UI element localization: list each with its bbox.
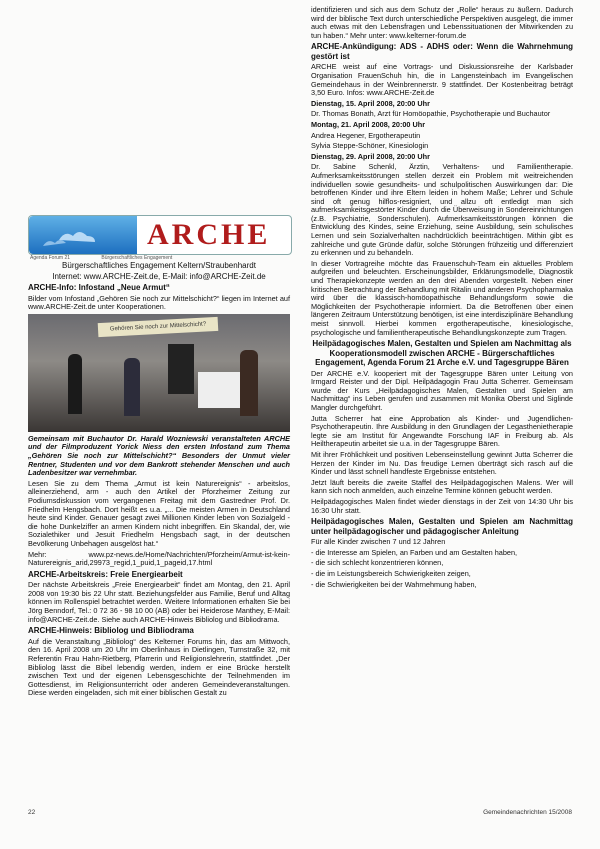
issue-label: Gemeindenachrichten 15/2008 xyxy=(483,809,572,816)
text-termine: Heilpädagogisches Malen findet wieder dienstags in der Zeit von 14:30 Uhr bis 16:30 Uhr statt. xyxy=(311,497,573,515)
list-intro: Für alle Kinder zwischen 7 und 12 Jahren xyxy=(311,537,446,547)
date-3: Dienstag, 29. April 2008, 20:00 Uhr xyxy=(311,151,430,161)
cloud-icon xyxy=(29,216,137,254)
text-kooperation: Der ARCHE e.V. kooperiert mit der Tagesgruppe Bären unter Leitung von Irmgard Reister und der Dipl. Heilpädagogin Frau Jutta Scherrer. Gemeinsam wurde der Kurs „Heilpädagogisches Malen, Gestalten und Spielen am Nachmittag“ ins Leben gerufen und zusammen mit Monika Oberst und Siglinde Mangler durchgeführt. xyxy=(311,368,573,413)
heading-bibliolog: ARCHE-Hinweis: Bibliolog und Bibliodrama xyxy=(28,626,194,636)
photo-caption: Gemeinsam mit Buchautor Dr. Harald Wozniewski veranstalteten ARCHE und der Filmproduzent Yorick Niess den ersten Infostand zum Thema „Gehören Sie noch zur Mittelschicht?“ Besonders der Unmut vieler Rentner, Studenten und vor dem Bankrott stehender Menschen und auch Ladenbesitzer war vernehmbar. xyxy=(28,433,290,478)
org-line: Bürgerschaftliches Engagement Keltern/Straubenhardt xyxy=(62,261,256,270)
photo-banner: Gehören Sie noch zur Mittelschicht? xyxy=(98,317,219,337)
text-ads-body: Dr. Sabine Schenkl, Ärztin, Verhaltens- und Familientherapie. Aufmerksamkeitsstörungen stellen derzeit ein Problem mit weitreichenden individuellen sowie gesundheits- und schulpolitischen Auswirkungen dar: Die betroffenen Kinder und ihre Eltern leiden in hohem Maße; Lehrer und Schule sind oft genug hilflos-resigniert, und allzu oft entledigt man sich aufmerksamkeitsgestörter Kinder durch die Überweisung in Sondereinrichtungen (z.B. Psychiatrie, Sonderschulen). Aufmerksamkeitsstörungen können die Entwicklung des Kindes, seine Erziehung, seine Ausbildung, sein schulisches Lernen und sein Sozialverhalten nachdrücklich beeinträchtigen. Mithin gibt es zahlreiche und gute Gründe dafür, solche Störungen frühzeitig und differenziert zu erkennen und zu behandeln. xyxy=(311,162,573,258)
arche-logo xyxy=(28,215,292,255)
logo-wordmark: ARCHE xyxy=(147,218,271,251)
right-column xyxy=(311,6,573,591)
text-infostand: Bilder vom Infostand „Gehören Sie noch zur Mittelschicht?“ liegen im Internet auf www.ARCHE-Zeit.de unter Kooperationen. xyxy=(28,293,290,312)
text-bibliolog: Auf die Veranstaltung „Bibliolog“ des Kelterner Forums hin, das am Mittwoch, den 16. April 2008 um 20 Uhr im Oberlinhaus in Dietlingen, Turnstraße 32, mit Referentin Frau Hahn-Rietberg, Pfarrerin und Religionslehrerin, stattfindet. „Der Bibliolog lässt die Bibel lebendig werden, indem er eine Brücke herstellt zwischen Text und der eigenen Lebensgeschichte der Teilnehmenden im Gottesdienst, im Religionsunterricht oder anderen Gemeindeveranstaltungen. Diese werden eingeladen, sich mit einer biblischen Gestalt zu xyxy=(28,636,290,698)
list-item: - die Schwierigkeiten bei der Wahrnehmung haben, xyxy=(311,579,477,589)
text-scherrer: Jutta Scherrer hat eine Approbation als Kinder- und Jugendlichen-Psychotherapeutin. Ihre Ausbildung in den Grundlagen der Legasthenietherapie legte sie am Institut für Angewandte Forschung IAF in Freiburg ab. Als Heiltherapeutin arbeitet sie u.a. in der Tagesgruppe Bären. xyxy=(311,413,573,449)
date-1-speaker: Dr. Thomas Bonath, Arzt für Homöopathie, Psychotherapie und Buchautor xyxy=(311,109,551,119)
text-staffel: Jetzt läuft bereits die zweite Staffel des Heilpädagogischen Malens. Wer will kann sich noch anmelden, auch einzelne Termine können gebucht werden. xyxy=(311,477,573,496)
heading-malen: Heilpädagogisches Malen, Gestalten und Spielen am Nachmittag unter heilpädagogischer und pädagogischer Anleitung xyxy=(311,517,573,536)
logo-sub-left: Agenda Forum 21 xyxy=(30,255,71,261)
date-1: Dienstag, 15. April 2008, 20:00 Uhr xyxy=(311,98,430,108)
text-vortragreihe: In dieser Vortragreihe möchte das Frauenschuh-Team ein aktuelles Problem aufgreifen und beleuchten. Erscheinungsbilder, Erklärungsmodelle, Diagnostik und Therapiekonzepte werden an den drei Abenden vorgestellt. Neben einer kritischen Betrachtung der Behandlung mit Ritalin und anderen Psychopharmaka wird über die klassisch-homöopathische Behandlungsform sowie die Möglichkeiten der Psychotherapie informiert. Da die Betroffenen über einen längeren Zeitraum Unterstützung benötigen, ist eine interdisziplinäre Behandlung meist sinnvoll. Hierbei kommen ergotherapeutische, kinesiologische, psychologische und familientherapeutische Behandlungskonzepte zum Tragen. xyxy=(311,258,573,337)
link-pz-news[interactable]: Mehr: www.pz-news.de/Home/Nachrichten/Pforzheim/Armut-ist-kein-Naturereignis_arid,29973_regid,1_puid,1_pageid,17.html xyxy=(28,549,290,568)
heading-infostand: ARCHE-Info: Infostand „Neue Armut“ xyxy=(28,283,170,293)
text-froehlichkeit: Mit ihrer Fröhlichkeit und positiven Lebenseinstellung gewinnt Jutta Scherrer die Herzen der Kinder im Nu. Das freudige Lernen überträgt sich rasch auf die Kinder und lässt schnell handfeste Ergebnisse entstehen. xyxy=(311,450,573,477)
date-2: Montag, 21. April 2008, 20:00 Uhr xyxy=(311,119,426,129)
list-item: - die im Leistungsbereich Schwierigkeiten zeigen, xyxy=(311,568,471,578)
date-2-speaker-2: Sylvia Steppe-Schöner, Kinesiologin xyxy=(311,141,429,151)
list-item: - die Interesse am Spielen, an Farben und am Gestalten haben, xyxy=(311,547,518,557)
text-armut: Lesen Sie zu dem Thema „Armut ist kein Naturereignis“ - arbeitslos, alleinerziehend, arm - auch den Artikel der Pforzheimer Zeitung zur Podiumsdiskussion vom vergangenen Freitag mit dem Gastredner Prof. Dr. Friedhelm Hengsbach. Dort heißt es u.a. „... Die meisten Armen in Deutschland heute sind Kinder. Genauer gesagt zwei Millionen Kinder leben von Sozialgeld - die hohe Dunkelziffer an armen Kindern nicht inbegriffen. Ein Skandal, der, wie Sozialethiker und Jesuit Friedhelm Hengsbach sagt, in der deutschen Bevölkerung Unbehagen ausgelöst hat.“ xyxy=(28,478,290,548)
heading-ads-adhs: ARCHE-Ankündigung: ADS - ADHS oder: Wenn die Wahrnehmung gestört ist xyxy=(311,42,573,61)
text-energiearbeit: Der nächste Arbeitskreis „Freie Energiearbeit“ findet am Montag, den 21. April 2008 von 19:30 bis 22 Uhr statt. Beziehungsfelder aus Familie, Beruf und Alltag können im Rollenspiel betrachtet werden. Weitere Informationen erhalten Sie bei Jörg Benndorf, Tel.: 0 72 36 - 98 10 00 (AB) oder bei Heiderose Manthey, E-Mail: info@ARCHE-Zeit.de. Siehe auch ARCHE-Hinweis Bibliolog und Bibliodrama. xyxy=(28,580,290,624)
page-number: 22 xyxy=(28,809,36,816)
text-bibliolog-cont: identifizieren und sich aus dem Schutz der „Rolle“ heraus zu äußern. Dadurch wird der biblische Text durch unterschiedliche Perspektiven ausgelegt, die immer auch etwas mit den Lebensfragen und Lebenssituationen der Mitwirkenden zu tun haben.“ Mehr unter: www.kelterner-forum.de xyxy=(311,5,573,40)
heading-heilpaedagogik: Heilpädagogisches Malen, Gestalten und Spielen am Nachmittag als Kooperationsmodell zwischen ARCHE - Bürgerschaftliches Engagement, Agenda Forum 21 Arche e.V. und Tagesgruppe Bären xyxy=(312,339,572,368)
date-2-speaker-1: Andrea Hegener, Ergotherapeutin xyxy=(311,130,421,140)
infostand-photo xyxy=(28,314,290,432)
org-contact: Internet: www.ARCHE-Zeit.de, E-Mail: info@ARCHE-Zeit.de xyxy=(52,271,266,281)
logo-sub-right: Bürgerschaftliches Engagement xyxy=(101,255,173,261)
text-ads-intro: ARCHE weist auf eine Vortrags- und Diskussionsreihe der Karlsbader Organisation FrauenSchuh hin, die in Langensteinbach im Evangelischen Gemeindehaus in der Weinbrennerstr. 9 stattfindet. Der Kostenbeitrag beträgt 3,50 Euro. Infos: www.ARCHE-Zeit.de xyxy=(311,62,573,98)
heading-energiearbeit: ARCHE-Arbeitskreis: Freie Energiearbeit xyxy=(28,569,183,579)
list-item: - die sich schlecht konzentrieren können, xyxy=(311,558,444,568)
left-column xyxy=(28,262,290,700)
